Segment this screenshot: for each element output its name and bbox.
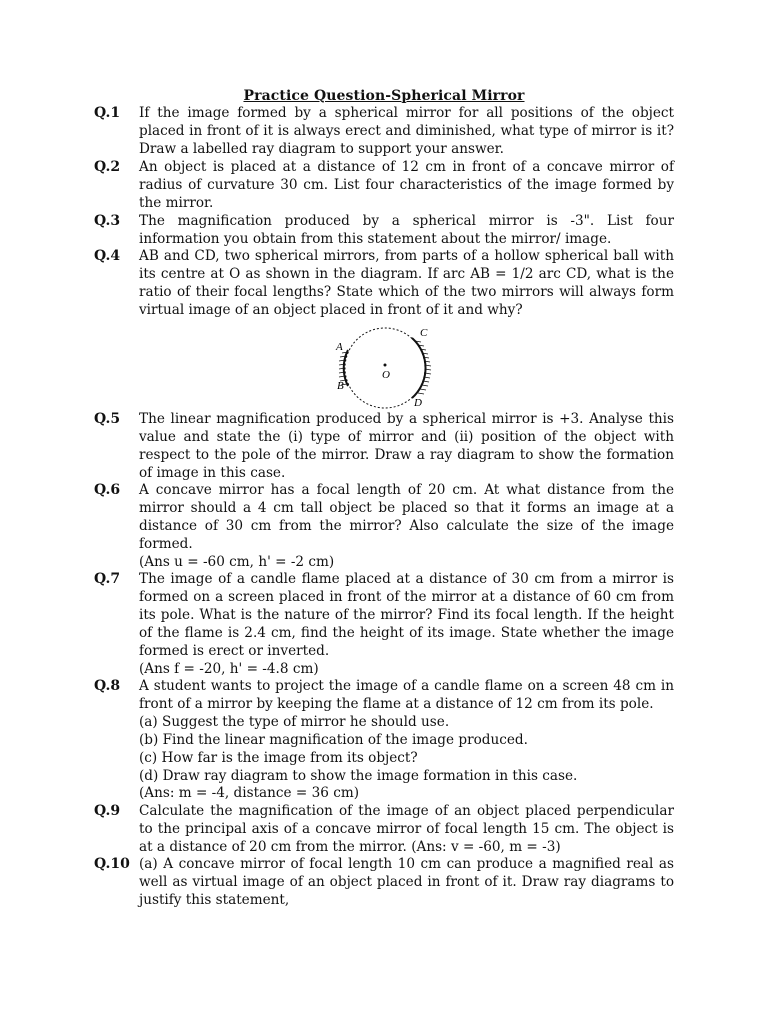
question-body [139,482,674,572]
answer-text: (Ans f = -20, h' = -4.8 cm) [139,660,319,677]
label-a: A [336,341,343,353]
question-number: Q.7 [94,571,121,587]
label-d: D [414,397,422,409]
answer-text: (Ans u = -60 cm, h' = -2 cm) [139,553,335,570]
label-b: B [337,380,344,392]
question-text: A concave mirror has a focal length of 20 cm. At what distance from the mirror should a 4 cm tall object be placed so that it forms an image at a distance of 30 cm from the mirror? Also calculate the size of the image formed. [139,482,674,552]
question-text: (a) A concave mirror of focal length 10 cm can produce a magnified real as well as virtual image of an object placed in front of it. Draw ray diagrams to justify this statement, [139,856,674,908]
question-text: A student wants to project the image of a candle flame on a screen 48 cm in front of a mirror by keeping the flame at a distance of 12 cm from its pole. [139,678,674,712]
question-1 [94,105,674,159]
question-8 [94,678,674,803]
question-body [139,678,674,803]
part-a: (a) Suggest the type of mirror he should use. [139,713,450,730]
question-text: AB and CD, two spherical mirrors, from parts of a hollow spherical ball with its centre at O as shown in the diagram. If arc AB = 1/2 arc CD, what is the ratio of their focal lengths? State which of the two mirrors will always form virtual image of an object placed in front of it and why? [139,248,674,318]
part-c: (c) How far is the image from its object? [139,749,418,766]
question-6 [94,482,674,572]
question-4 [94,248,674,320]
question-number: Q.8 [94,678,121,694]
page-title: Practice Question-Spherical Mirror [243,88,525,104]
question-number: Q.5 [94,411,121,427]
mirror-cd [412,338,426,398]
label-o: O [382,369,390,381]
mirror-cd-hatch [415,341,431,394]
question-text: The image of a candle flame placed at a distance of 30 cm from a mirror is formed on a screen placed in front of the mirror at a distance of 60 cm from its pole. What is the nature of the mirror? Find its focal length. If the height of the flame is 2.4 cm, find the height of its image. State whether the image formed is erect or inverted. [139,571,674,659]
label-c: C [420,327,428,339]
question-10 [94,856,674,910]
question-number: Q.6 [94,482,121,498]
question-number: Q.4 [94,248,121,264]
answer-text: (Ans: m = -4, distance = 36 cm) [139,785,360,802]
question-number: Q.3 [94,213,121,229]
question-text: Calculate the magnification of the image of an object placed perpendicular to the principal axis of a concave mirror of focal length 15 cm. The object is at a distance of 20 cm from the mirror. (Ans: v = -60, m = -3) [139,803,674,855]
question-3 [94,213,674,249]
question-7 [94,571,674,678]
question-text: An object is placed at a distance of 12 cm in front of a concave mirror of radius of curvature 30 cm. List four characteristics of the image formed by the mirror. [139,159,674,211]
centre-point [384,364,387,367]
question-number: Q.2 [94,159,121,175]
spherical-mirror-diagram [320,320,450,412]
question-2 [94,159,674,213]
question-text: The linear magnification produced by a spherical mirror is +3. Analyse this value and state the (i) type of mirror and (ii) position of the object with respect to the pole of the mirror. Draw a ray diagram to show the formation of image in this case. [139,411,674,481]
part-d: (d) Draw ray diagram to show the image formation in this case. [139,767,578,784]
question-text: The magnification produced by a spherical mirror is -3". List four information you obtain from this statement about the mirror/ image. [139,213,674,247]
question-number: Q.9 [94,803,121,819]
question-number: Q.10 [94,856,130,872]
question-body [139,571,674,678]
question-text: If the image formed by a spherical mirror for all positions of the object placed in front of it is always erect and diminished, what type of mirror is it? Draw a labelled ray diagram to support your answer. [139,105,674,157]
question-number: Q.1 [94,105,121,121]
question-9 [94,803,674,857]
part-b: (b) Find the linear magnification of the image produced. [139,731,528,748]
question-5 [94,411,674,483]
